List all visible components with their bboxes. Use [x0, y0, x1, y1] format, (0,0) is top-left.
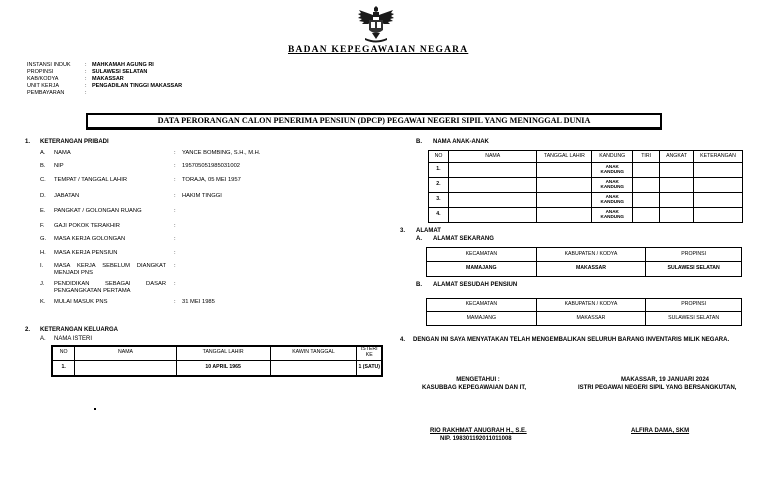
cell-no: 4.	[429, 208, 449, 223]
col-header: TANGGAL LAHIR	[537, 151, 592, 163]
cell-no: 2.	[429, 178, 449, 193]
sign-right-date: MAKASSAR, 19 JANUARI 2024	[620, 377, 710, 383]
item-label: MASA KERJA GOLONGAN	[54, 236, 126, 242]
header-row: INSTANSI INDUK : MAHKAMAH AGUNG RI	[27, 62, 154, 68]
cell-kabupaten: MAKASSAR	[536, 312, 646, 326]
item-label: MASA KERJA PENSIUN	[54, 250, 118, 256]
col-header: ISTERI KE	[357, 346, 382, 360]
children-table	[428, 150, 743, 223]
form-title-text: DATA PERORANGAN CALON PENERIMA PENSIUN (DPCP) PEGAWAI NEGERI SIPIL YANG MENINGGAL DUNIA	[157, 116, 591, 125]
col-header: TANGGAL LAHIR	[176, 346, 270, 360]
sign-left-role: KASUBBAG KEPEGAWAIAN DAN IT,	[422, 385, 527, 391]
item-letter: K.	[40, 299, 46, 305]
section3-b-letter: B.	[416, 282, 422, 288]
form-title	[86, 113, 662, 129]
item-value: HAKIM TINGGI	[182, 193, 222, 199]
cell-kandung: ANAK KANDUNG	[592, 208, 633, 223]
dot-mark	[94, 408, 96, 410]
col-header: KABUPATEN / KODYA	[536, 299, 646, 312]
item-letter: G.	[40, 236, 47, 242]
cell-tanggal-lahir: 10 APRIL 1965	[176, 360, 270, 376]
cell-kawin-tanggal	[270, 360, 357, 376]
header-label: UNIT KERJA	[27, 83, 59, 89]
col-header: KAWIN TANGGAL	[270, 346, 357, 360]
sign-right-name: ALFIRA DAMA, SKM	[631, 428, 690, 434]
section3-a-title: ALAMAT SEKARANG	[433, 236, 494, 242]
item-value: 195705051985031002	[182, 163, 241, 169]
header-row: KAB/KODYA : MAKASSAR	[27, 76, 124, 82]
table-row	[429, 193, 743, 208]
sign-left-heading: MENGETAHUI :	[456, 377, 500, 383]
cell-kecamatan: MAMAJANG	[427, 262, 537, 277]
item-value: YANCE BOMBING, S.H., M.H.	[182, 150, 261, 156]
item-label: MULAI MASUK PNS	[54, 299, 108, 305]
col-header: KECAMATAN	[427, 299, 537, 312]
header-label: PROPINSI	[27, 69, 54, 75]
item-letter: F.	[40, 223, 45, 229]
col-header: KETERANGAN	[694, 151, 743, 163]
item-letter: H.	[40, 250, 46, 256]
org-name: BADAN KEPEGAWAIAN NEGARA	[288, 45, 469, 55]
header-row: UNIT KERJA : PENGADILAN TINGGI MAKASSAR	[27, 83, 183, 89]
col-header: PROPINSI	[646, 248, 742, 262]
section1-title: KETERANGAN PRIBADI	[40, 139, 109, 145]
sectionB-title: NAMA ANAK-ANAK	[433, 139, 489, 145]
item-label: TEMPAT / TANGGAL LAHIR	[54, 177, 128, 183]
cell-nama	[75, 360, 176, 376]
table-row	[429, 163, 743, 178]
item-label: GAJI POKOK TERAKHIR	[54, 223, 120, 229]
cell-no: 1.	[52, 360, 75, 376]
section3-a-letter: A.	[416, 236, 422, 242]
header-value: MAHKAMAH AGUNG RI	[92, 62, 154, 68]
header-label: PEMBAYARAN	[27, 90, 65, 96]
header-label: INSTANSI INDUK	[27, 62, 71, 68]
item-label: JABATAN	[54, 193, 80, 199]
item-value: 31 MEI 1985	[182, 299, 215, 305]
sectionB-letter: B.	[416, 139, 422, 145]
item-label: NIP	[54, 163, 64, 169]
item-letter: B.	[40, 163, 46, 169]
wife-table	[51, 345, 383, 377]
header-label: KAB/KODYA	[27, 76, 59, 82]
cell-kandung: ANAK KANDUNG	[592, 178, 633, 193]
section2-sub-title: NAMA ISTERI	[54, 336, 93, 342]
cell-propinsi: SULAWESI SELATAN	[646, 312, 742, 326]
header-info	[27, 62, 183, 97]
sign-left-name: RIO RAKHMAT ANUGRAH H., S.E.	[430, 428, 527, 434]
col-header: NAMA	[448, 151, 537, 163]
col-header: NO	[429, 151, 449, 163]
header-row: PROPINSI : SULAWESI SELATAN	[27, 69, 148, 75]
cell-kabupaten: MAKASSAR	[536, 262, 646, 277]
item-label: NAMA	[54, 150, 71, 156]
section4-number: 4.	[400, 337, 406, 343]
cell-kandung: ANAK KANDUNG	[592, 163, 633, 178]
item-letter: E.	[40, 208, 46, 214]
item-letter: A.	[40, 150, 46, 156]
section2-sub-letter: A.	[40, 336, 46, 342]
section3-b-title: ALAMAT SESUDAH PENSIUN	[433, 282, 518, 288]
cell-isteri-ke: 1 (SATU)	[357, 360, 382, 376]
section2-title: KETERANGAN KELUARGA	[40, 327, 118, 333]
item-label: PENDIDIKAN SEBAGAI DASAR PENGANGKATAN PERTAMA	[54, 281, 166, 294]
header-row: PEMBAYARAN :	[27, 90, 87, 96]
item-label: PANGKAT / GOLONGAN RUANG	[54, 208, 142, 214]
cell-no: 3.	[429, 193, 449, 208]
col-header: KABUPATEN / KODYA	[536, 248, 646, 262]
item-letter: I.	[40, 263, 44, 269]
item-letter: C.	[40, 177, 46, 183]
col-header: ANGKAT	[660, 151, 694, 163]
garuda-emblem-icon	[356, 6, 396, 44]
section3-title: ALAMAT	[416, 228, 441, 234]
table-row	[427, 262, 742, 277]
cell-kandung: ANAK KANDUNG	[592, 193, 633, 208]
table-row	[429, 208, 743, 223]
item-label: MASA KERJA SEBELUM DIANGKAT MENJADI PNS	[54, 263, 166, 276]
section1-number: 1.	[25, 139, 31, 145]
cell-propinsi: SULAWESI SELATAN	[646, 262, 742, 277]
col-header: NAMA	[75, 346, 176, 360]
header-value: PENGADILAN TINGGI MAKASSAR	[92, 83, 183, 89]
item-letter: D.	[40, 193, 46, 199]
item-value: TORAJA, 05 MEI 1957	[182, 177, 241, 183]
header-value: MAKASSAR	[92, 76, 124, 82]
table-row	[427, 312, 742, 326]
section4-text: DENGAN INI SAYA MENYATAKAN TELAH MENGEMBALIKAN SELURUH BARANG INVENTARIS MILIK NEGARA.	[413, 337, 730, 343]
sign-left-nip: NIP. 198301192011011008	[440, 436, 512, 442]
col-header: KECAMATAN	[427, 248, 537, 262]
col-header: TIRI	[633, 151, 660, 163]
col-header: NO	[52, 346, 75, 360]
table-row	[52, 360, 382, 376]
personal-info-list: A. NAMA : YANCE BOMBING, S.H., M.H. B. NIP : 195705051985031002 C. TEMPAT / TANGGAL LAHIR : TORAJA, 05 MEI 1957 D. JABATAN : HAKIM TINGGI E. PANGKAT / GOLONGAN RUANG : F. GAJI POKOK TERAKHIR : G. MASA KERJA GOLONGAN : H. MASA KERJA PENSIUN : I. MASA KERJA SEBELUM DIANGKAT MENJADI PNS : J. PENDIDIKAN SEBAGAI DASAR PENGANGKATAN PERTAMA : K. MULAI MASUK PNS : 31 MEI 1985	[40, 150, 261, 305]
col-header: KANDUNG	[592, 151, 633, 163]
header-value: SULAWESI SELATAN	[92, 69, 148, 75]
col-header: PROPINSI	[646, 299, 742, 312]
sign-right-role: ISTRI PEGAWAI NEGERI SIPIL YANG BERSANGKUTAN,	[578, 385, 737, 391]
section2-number: 2.	[25, 327, 31, 333]
cell-kecamatan: MAMAJANG	[427, 312, 537, 326]
table-row	[429, 178, 743, 193]
item-letter: J.	[40, 281, 45, 287]
cell-no: 1.	[429, 163, 449, 178]
current-address-table	[426, 247, 742, 277]
section3-number: 3.	[400, 228, 406, 234]
after-pension-address-table	[426, 298, 742, 326]
